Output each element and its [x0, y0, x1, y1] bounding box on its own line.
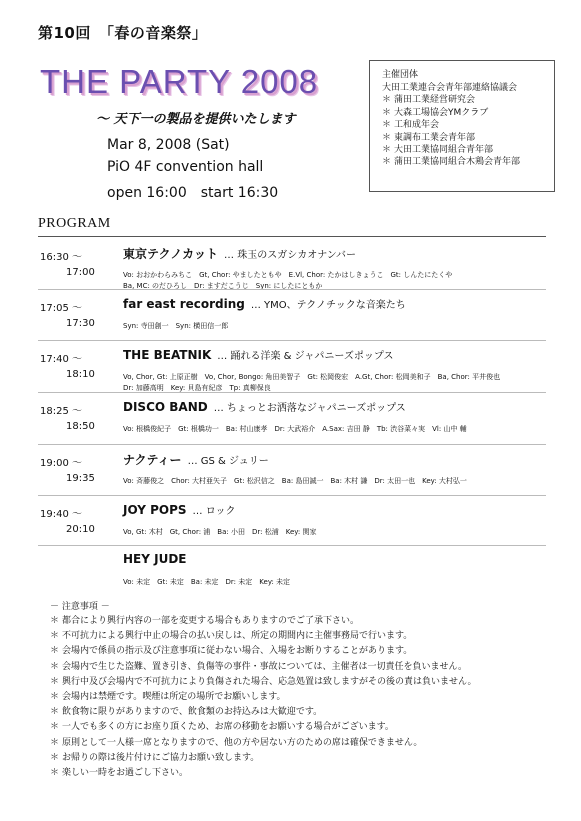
organizers-title: 主催団体 — [382, 70, 419, 80]
act-members: Ba, MC: のだひろし Dr: ますだこうじ Syn: にしたにともか — [123, 282, 323, 290]
organizer-bullet: ＊ — [382, 157, 392, 168]
note-item — [50, 736, 477, 751]
program-act — [123, 399, 406, 414]
organizer-name: 蒲田工業経営研究会 — [394, 95, 476, 106]
organizer-name: 東調布工業会青年部 — [394, 132, 476, 143]
note-bullet: ＊ — [50, 752, 60, 763]
program-row-divider — [38, 340, 546, 341]
act-description: … GS & ジュリー — [187, 456, 269, 467]
act-name: JOY POPS — [123, 503, 187, 517]
event-subtitle: ～ 天下一の製品を提供いたします — [96, 112, 296, 127]
note-item — [50, 675, 477, 690]
organizer-bullet: ＊ — [382, 132, 392, 143]
notes-section — [50, 599, 477, 781]
organizer-item — [382, 144, 554, 156]
act-name: 東京テクノカット — [123, 247, 219, 261]
note-item — [50, 660, 477, 675]
program-act — [123, 296, 406, 311]
organizer-bullet: ＊ — [382, 120, 392, 131]
program-row-divider — [38, 444, 546, 445]
note-text: 会場内は禁煙です。喫煙は所定の場所でお願いします。 — [62, 692, 286, 703]
notes-list — [50, 614, 477, 781]
note-text: 不可抗力による興行中止の場合の払い戻しは、所定の期間内に主催事務局で行います。 — [62, 631, 413, 642]
note-bullet: ＊ — [50, 737, 60, 748]
organizer-name: 大田工業連合会青年部連絡協議会 — [382, 83, 518, 93]
act-members: Syn: 寺田創一 Syn: 横田信一郎 — [123, 322, 229, 330]
act-name: DISCO BAND — [123, 400, 208, 414]
program-start-time: 17:05 ～ — [40, 303, 82, 314]
note-bullet: ＊ — [50, 676, 60, 687]
act-members: Vo: 斉藤俊之 Chor: 大村亜矢子 Gt: 松沢信之 Ba: 島田誠一 Ba: 木村 謙 Dr: 太田一也 Key: 大村弘一 — [123, 477, 467, 485]
program-end-time: 20:10 — [66, 524, 95, 535]
note-text: 楽しい一時をお過ごし下さい。 — [62, 768, 189, 779]
organizer-item — [382, 107, 554, 119]
note-text: 都合により興行内容の一部を変更する場合もありますのでご了承下さい。 — [62, 616, 360, 626]
note-bullet: ＊ — [50, 692, 60, 703]
program-divider — [38, 236, 546, 237]
note-item — [50, 766, 477, 781]
program-act — [123, 347, 394, 362]
note-text: 会場内で係員の指示及び注意事項に従わない場合、入場をお断りすることがあります。 — [62, 646, 413, 657]
act-description: … YMO、テクノチックな音楽たち — [250, 300, 406, 311]
program-start-time: 16:30 ～ — [40, 252, 82, 263]
note-item — [50, 705, 477, 720]
program-end-time: 17:30 — [66, 318, 95, 329]
program-end-time: 19:35 — [66, 473, 95, 484]
act-name: THE BEATNIK — [123, 348, 212, 362]
program-start-time: 19:00 ～ — [40, 458, 82, 469]
note-bullet: ＊ — [50, 661, 60, 672]
act-members: Vo: 根橋俊紀子 Gt: 根橋功一 Ba: 村山康孝 Dr: 大武裕介 A.Sax: 吉田 静 Tb: 渋谷菜々実 Vl: 山中 輔 — [123, 425, 467, 433]
organizer-item — [382, 82, 554, 94]
program-act — [123, 451, 269, 468]
note-text: 会場内で生じた盗難、置き引き、負傷等の事件・事故については、主催者は一切責任を負いません。 — [62, 661, 468, 672]
organizer-item — [382, 94, 554, 106]
note-bullet: ＊ — [50, 722, 60, 733]
organizer-name: 大森工場協会YMクラブ — [394, 107, 489, 118]
note-text: 興行中及び会場内で不可抗力により負傷された場合、応急処置は致しますがその後の責は負いません。 — [62, 676, 477, 687]
act-members: Vo: おおかわらみちこ Gt, Chor: やましたともや E.Vl, Chor: たかはしきょうこ Gt: しんたにたくや — [123, 271, 453, 279]
program-end-time: 18:50 — [66, 421, 95, 432]
note-item — [50, 629, 477, 644]
organizer-name: 蒲田工業協同組合木鶏会青年部 — [394, 157, 521, 168]
note-item — [50, 690, 477, 705]
program-row-divider — [38, 545, 546, 546]
act-description: … ロック — [192, 506, 236, 517]
organizers-list — [382, 82, 554, 169]
program-start-time: 19:40 ～ — [40, 509, 82, 520]
program-act — [123, 552, 192, 566]
organizer-item — [382, 119, 554, 131]
program-act — [123, 502, 236, 517]
note-bullet: ＊ — [50, 616, 60, 626]
act-name: far east recording — [123, 297, 245, 311]
event-edition: 第10回 「春の音楽祭」 — [38, 24, 208, 42]
program-start-time: 18:25 ～ — [40, 406, 82, 417]
organizer-item — [382, 156, 554, 168]
act-name: HEY JUDE — [123, 552, 187, 566]
program-label: PROGRAM — [38, 216, 111, 231]
event-venue: PiO 4F convention hall — [107, 159, 264, 175]
note-item — [50, 751, 477, 766]
program-act — [123, 245, 356, 262]
act-members: Vo: 未定 Gt: 未定 Ba: 未定 Dr: 未定 Key: 未定 — [123, 578, 291, 586]
note-item — [50, 720, 477, 735]
note-text: お帰りの際は後片付けにご協力お願い致します。 — [62, 752, 260, 763]
program-row-divider — [38, 289, 546, 290]
note-bullet: ＊ — [50, 646, 60, 657]
program-row-divider — [38, 495, 546, 496]
act-name: ナクティー — [123, 453, 182, 467]
act-members: Dr: 加藤高明 Key: 貝島有紀彦 Tp: 真柳保良 — [123, 384, 271, 392]
organizer-bullet: ＊ — [382, 145, 392, 156]
act-members: Vo, Gt: 木村 Gt, Chor: 浦 Ba: 小田 Dr: 松浦 Key: 関家 — [123, 528, 317, 536]
note-item — [50, 644, 477, 659]
notes-title: － 注意事項 － — [50, 602, 110, 612]
note-text: 原則として一人様一席となりますので、他の方や居ない方のための席は確保できません。 — [62, 737, 423, 748]
note-bullet: ＊ — [50, 631, 60, 642]
event-time: open 16:00 start 16:30 — [107, 185, 279, 201]
organizer-name: 大田工業協同組合青年部 — [394, 145, 494, 156]
note-bullet: ＊ — [50, 707, 60, 718]
organizers-box — [369, 60, 555, 192]
program-row-divider — [38, 392, 546, 393]
organizer-item — [382, 132, 554, 144]
program-end-time: 17:00 — [66, 267, 95, 278]
program-start-time: 17:40 ～ — [40, 354, 82, 365]
organizer-bullet: ＊ — [382, 95, 392, 106]
organizer-bullet: ＊ — [382, 107, 392, 118]
act-members: Vo, Chor, Gt: 上原正樹 Vo, Chor, Bongo: 角田美智子 Gt: 松岡俊宏 A.Gt, Chor: 松岡美和子 Ba, Chor: 平井俊也 — [123, 373, 501, 381]
note-text: 一人でも多くの方にお座り頂くため、お席の移動をお願いする場合がございます。 — [62, 722, 394, 733]
event-date: Mar 8, 2008 (Sat) — [107, 137, 230, 153]
note-item — [50, 614, 477, 629]
event-title: THE PARTY 2008 — [40, 63, 319, 100]
organizer-name: 工和成年会 — [394, 120, 440, 131]
act-description: … 珠玉のスガシカオナンバー — [224, 250, 357, 261]
act-description: … 踊れる洋楽 & ジャパニーズポップス — [217, 351, 394, 362]
note-text: 飲食物に限りがありますので、飲食類のお持込みは大歓迎です。 — [62, 707, 323, 718]
note-bullet: ＊ — [50, 768, 60, 779]
act-description: … ちょっとお洒落なジャパニーズポップス — [213, 403, 406, 414]
program-end-time: 18:10 — [66, 369, 95, 380]
